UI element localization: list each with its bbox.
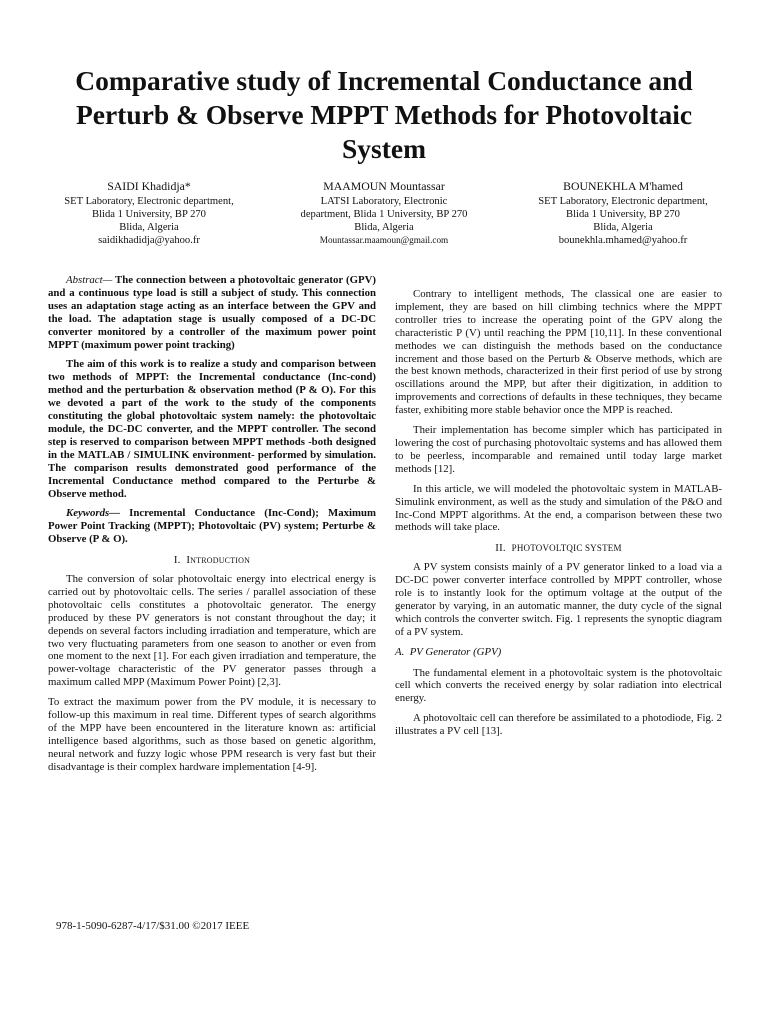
abstract-label: Abstract— bbox=[66, 274, 113, 286]
author-2 bbox=[275, 180, 493, 247]
author-affiliation: Blida 1 University, BP 270 bbox=[92, 209, 206, 220]
section-number: I. bbox=[173, 554, 181, 567]
subsection-title: PV Generator (GPV) bbox=[409, 645, 502, 658]
author-affiliation: department, Blida 1 University, BP 270 bbox=[300, 209, 468, 220]
abstract-paragraph bbox=[48, 274, 376, 351]
left-column bbox=[48, 274, 376, 781]
copyright-footer: 978-1-5090-6287-4/17/$31.00 ©2017 IEEE bbox=[56, 920, 250, 932]
author-1 bbox=[40, 180, 258, 247]
keywords-label: Keywords— bbox=[66, 507, 120, 520]
body-paragraph: To extract the maximum power from the PV module, it is necessary to follow-up this maximum in real time. Different types of search algorithms of the MPP have been encountered in the literature known as: artificial intelligence based algorithms, such as those based on genetic algorithm, neural network and fuzzy logic whose PPM research is very fast but their disadvantage is their complex hardware implementation [4-9]. bbox=[48, 696, 376, 773]
author-affiliation: SET Laboratory, Electronic department, bbox=[538, 196, 708, 207]
author-location: Blida, Algeria bbox=[354, 222, 414, 233]
body-paragraph: In this article, we will modeled the photovoltaic system in MATLAB-Simulink environment, as well as the study and simulation of the P&O and Inc-Cond MPPT algorithms. At the end, a comparison between these two methods will take place. bbox=[395, 482, 722, 534]
abstract-paragraph-2: The aim of this work is to realize a study and comparison between two methods of MPPT: the Incremental conductance (Inc-cond) method and the perturbation & observation method (P & O). For this we devoted a part of the work to the study of the components constituting the global photovoltaic system namely: the photovoltaic module, the DC-DC converter, and the MPPT controller. The second step is reserved to comparison between MPPT methods -both designed in the MATLAB / SIMULINK environment- performed by simulation. The comparison results demonstrated good performance of the Incremental Conductance method compared to the Perturbe & Observe method. bbox=[48, 358, 376, 500]
author-email: Mountassar.maamoun@gmail.com bbox=[319, 235, 449, 245]
author-affiliation: Blida 1 University, BP 270 bbox=[566, 209, 680, 220]
body-paragraph: Their implementation has become simpler which has participated in lowering the cost of purchasing photovoltaic systems and has allowed them to be peerless, incomparable and remained until today large market methods [12]. bbox=[395, 424, 722, 475]
body-paragraph: The conversion of solar photovoltaic energy into electrical energy is carried out by photovoltaic cells. The series / parallel association of these photovoltaic cells constitutes a photovoltaic generator. The energy produced by these PV generators is not constant throughout the day; it depends on several factors including irradiation and temperature, which are two very fluctuating parameters from one season to another or even from one moment to the next [1]. For each given irradiation and temperature, the power-voltage characteristic of the PV generator passes through a maximum called MPP (Maximum Power Point) [2,3]. bbox=[48, 573, 376, 689]
body-paragraph: The fundamental element in a photovoltaic system is the photovoltaic cell which converts the received energy by solar radiation into electrical energy. bbox=[395, 666, 722, 705]
right-column bbox=[395, 288, 722, 745]
subsection-heading bbox=[395, 646, 722, 659]
section-number: II. bbox=[495, 542, 506, 555]
keywords bbox=[48, 507, 376, 546]
author-location: Blida, Algeria bbox=[593, 222, 653, 233]
section-heading bbox=[395, 542, 722, 555]
author-email: saidikhadidja@yahoo.fr bbox=[98, 235, 200, 246]
keywords-text: Incremental Conductance (Inc-Cond); Maximum Power Point Tracking (MPPT); Photovoltaic (PV) system; Perturbe & Observe (P & O). bbox=[48, 507, 376, 546]
author-affiliation: SET Laboratory, Electronic department, bbox=[64, 196, 234, 207]
section-title: Introduction bbox=[186, 554, 251, 567]
author-name: MAAMOUN Mountassar bbox=[323, 179, 445, 193]
paper-title: Comparative study of Incremental Conductance and Perturb & Observe MPPT Methods for Photovoltaic System bbox=[75, 65, 693, 164]
body-paragraph: A photovoltaic cell can therefore be assimilated to a photodiode, Fig. 2 illustrates a PV cell [13]. bbox=[395, 712, 722, 738]
body-paragraph: Contrary to intelligent methods, The classical one are easier to implement, they are based on hill climbing technics where the MPPT controller tries to increase the operating point of the GPV along the characteristic P (V) until reaching the PPM [10,11]. In these conventional methodes we can distinguish the methods based on the conductance increment and those based on the Perturb & Observe methods, which are the best known methods, characterized in their first period of use by strong oscillations around the MPP, but after their digitization, in addition to improvements and corrections of defaults in these techniques, they became faster, exhibiting more stable behavior once the MPP is reached. bbox=[395, 288, 722, 417]
section-title: PHOTOVOLTQIC SYSTEM bbox=[511, 543, 622, 554]
abstract-text: The connection between a photovoltaic generator (GPV) and a continuous type load is still a subject of study. This connection uses an adaptation stage acting as an interface between the GPV and the load. The adaptation stage is usually composed of a DC-DC converter monitored by a controller of the maximum power point MPPT (maximum power point tracking) bbox=[48, 274, 376, 351]
author-3 bbox=[512, 180, 734, 247]
section-heading bbox=[48, 554, 376, 567]
author-location: Blida, Algeria bbox=[119, 222, 179, 233]
author-affiliation: LATSI Laboratory, Electronic bbox=[320, 196, 448, 207]
author-name: SAIDI Khadidja* bbox=[107, 179, 191, 193]
subsection-label: A. bbox=[395, 645, 405, 658]
author-email: bounekhla.mhamed@yahoo.fr bbox=[558, 235, 688, 246]
author-name: BOUNEKHLA M'hamed bbox=[563, 179, 683, 193]
body-paragraph: A PV system consists mainly of a PV generator linked to a load via a DC-DC power converter interface controlled by MPPT controller, whose role is to instantly look for the optimum voltage at the output of the generator by varying, in an automatic manner, the duty cycle of the signal which controls the converter switch. Fig. 1 represents the synoptic diagram of a PV system. bbox=[395, 561, 722, 638]
